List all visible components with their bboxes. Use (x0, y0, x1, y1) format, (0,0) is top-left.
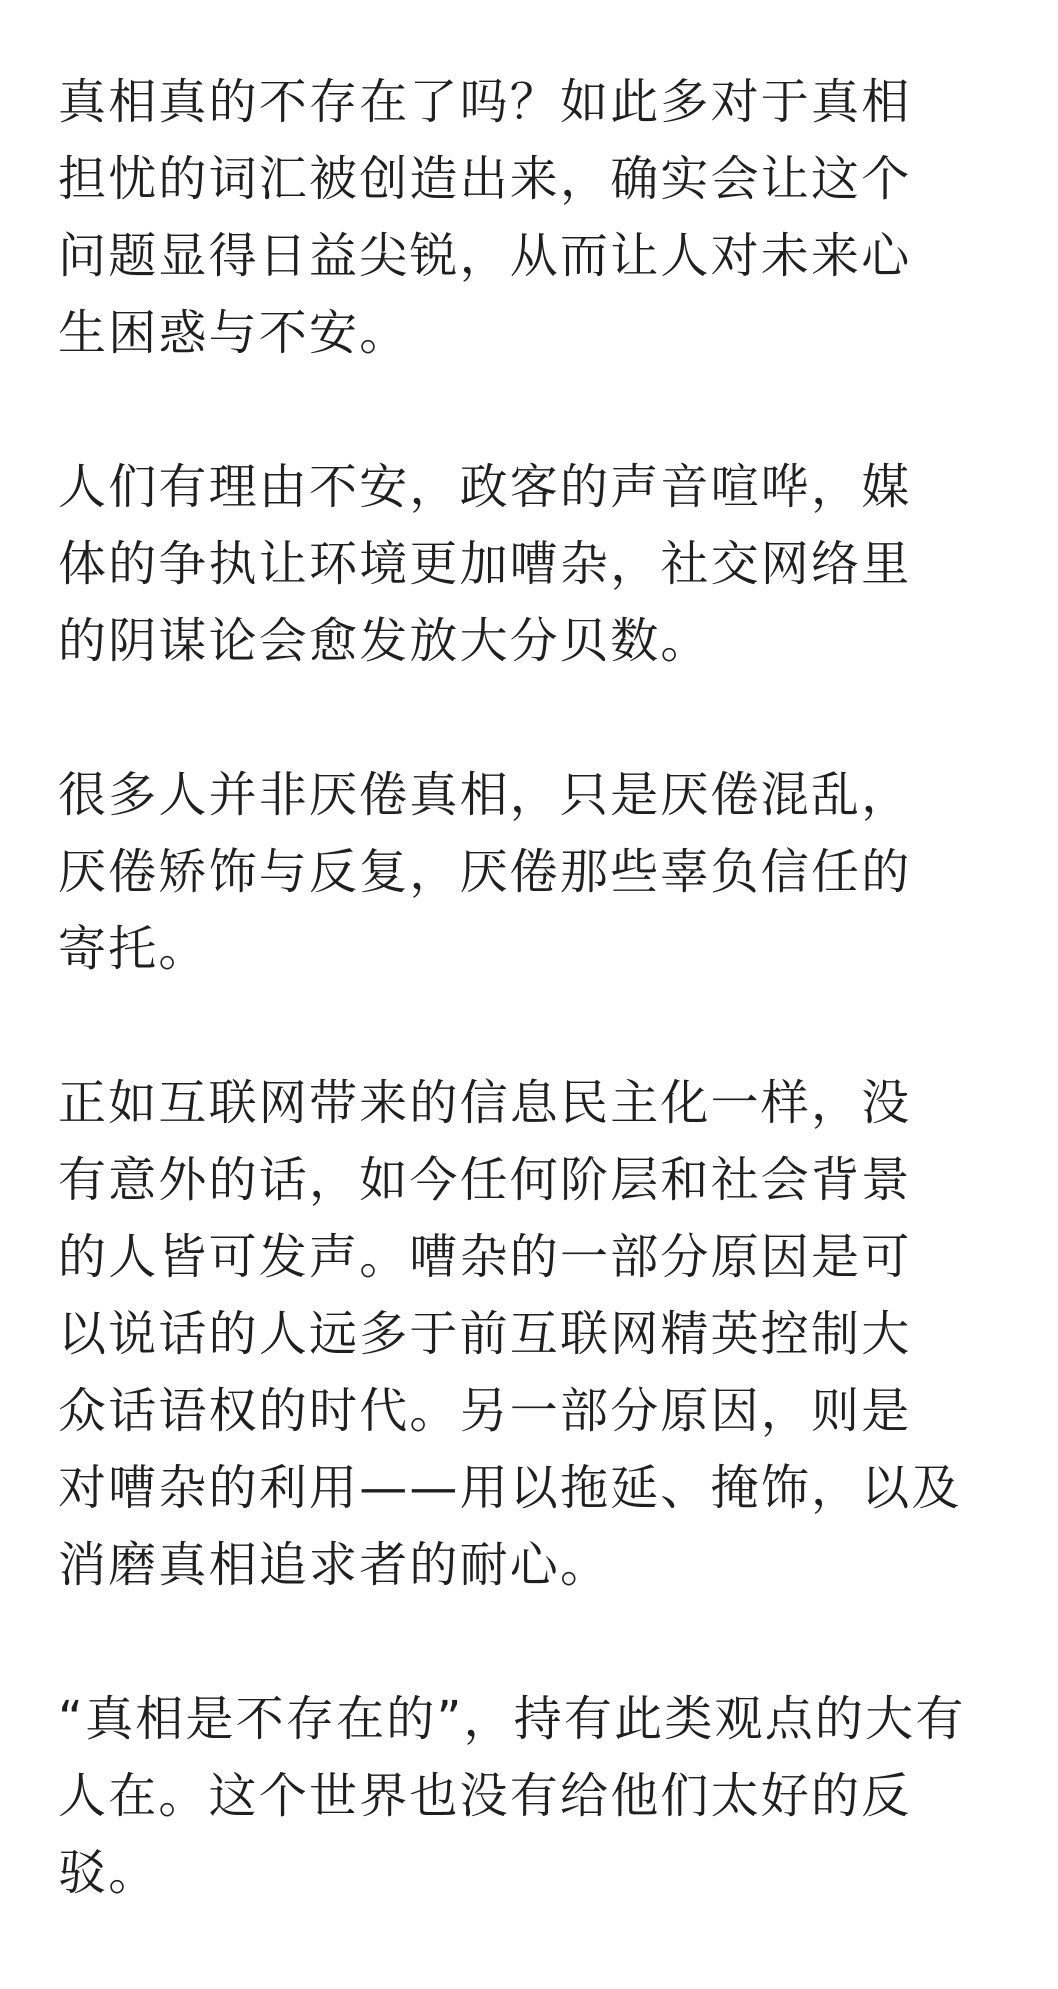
text-line: 寄托。 (58, 921, 209, 977)
text-line: 对嘈杂的利用——用以拖延、掩饰，以及 (58, 1460, 962, 1516)
text-line: 驳。 (58, 1845, 159, 1901)
text-line: “真相是不存在的”，持有此类观点的大有 (58, 1691, 966, 1747)
paragraph-2 (58, 449, 1004, 680)
paragraph-4 (58, 1065, 1004, 1604)
text-line: 厌倦矫饰与反复，厌倦那些辜负信任的 (58, 844, 912, 900)
text-line: 很多人并非厌倦真相，只是厌倦混乱， (58, 767, 912, 823)
article-body (58, 64, 1004, 1989)
text-line: 人们有理由不安，政客的声音喧哗，媒 (58, 459, 912, 515)
text-line: 消磨真相追求者的耐心。 (58, 1537, 611, 1593)
text-line: 的人皆可发声。嘈杂的一部分原因是可 (58, 1229, 912, 1285)
text-line: 正如互联网带来的信息民主化一样，没 (58, 1075, 912, 1131)
text-line: 真相真的不存在了吗？如此多对于真相 (58, 74, 912, 130)
text-line: 众话语权的时代。另一部分原因，则是 (58, 1383, 912, 1439)
text-line: 有意外的话，如今任何阶层和社会背景 (58, 1152, 912, 1208)
text-line: 问题显得日益尖锐，从而让人对未来心 (58, 228, 912, 284)
text-line: 担忧的词汇被创造出来，确实会让这个 (58, 151, 912, 207)
text-line: 的阴谋论会愈发放大分贝数。 (58, 613, 711, 669)
text-line: 人在。这个世界也没有给他们太好的反 (58, 1768, 912, 1824)
paragraph-1 (58, 64, 1004, 372)
paragraph-3 (58, 757, 1004, 988)
text-line: 以说话的人远多于前互联网精英控制大 (58, 1306, 912, 1362)
text-line: 体的争执让环境更加嘈杂，社交网络里 (58, 536, 912, 592)
paragraph-5 (58, 1681, 1004, 1912)
text-line: 生困惑与不安。 (58, 305, 410, 361)
